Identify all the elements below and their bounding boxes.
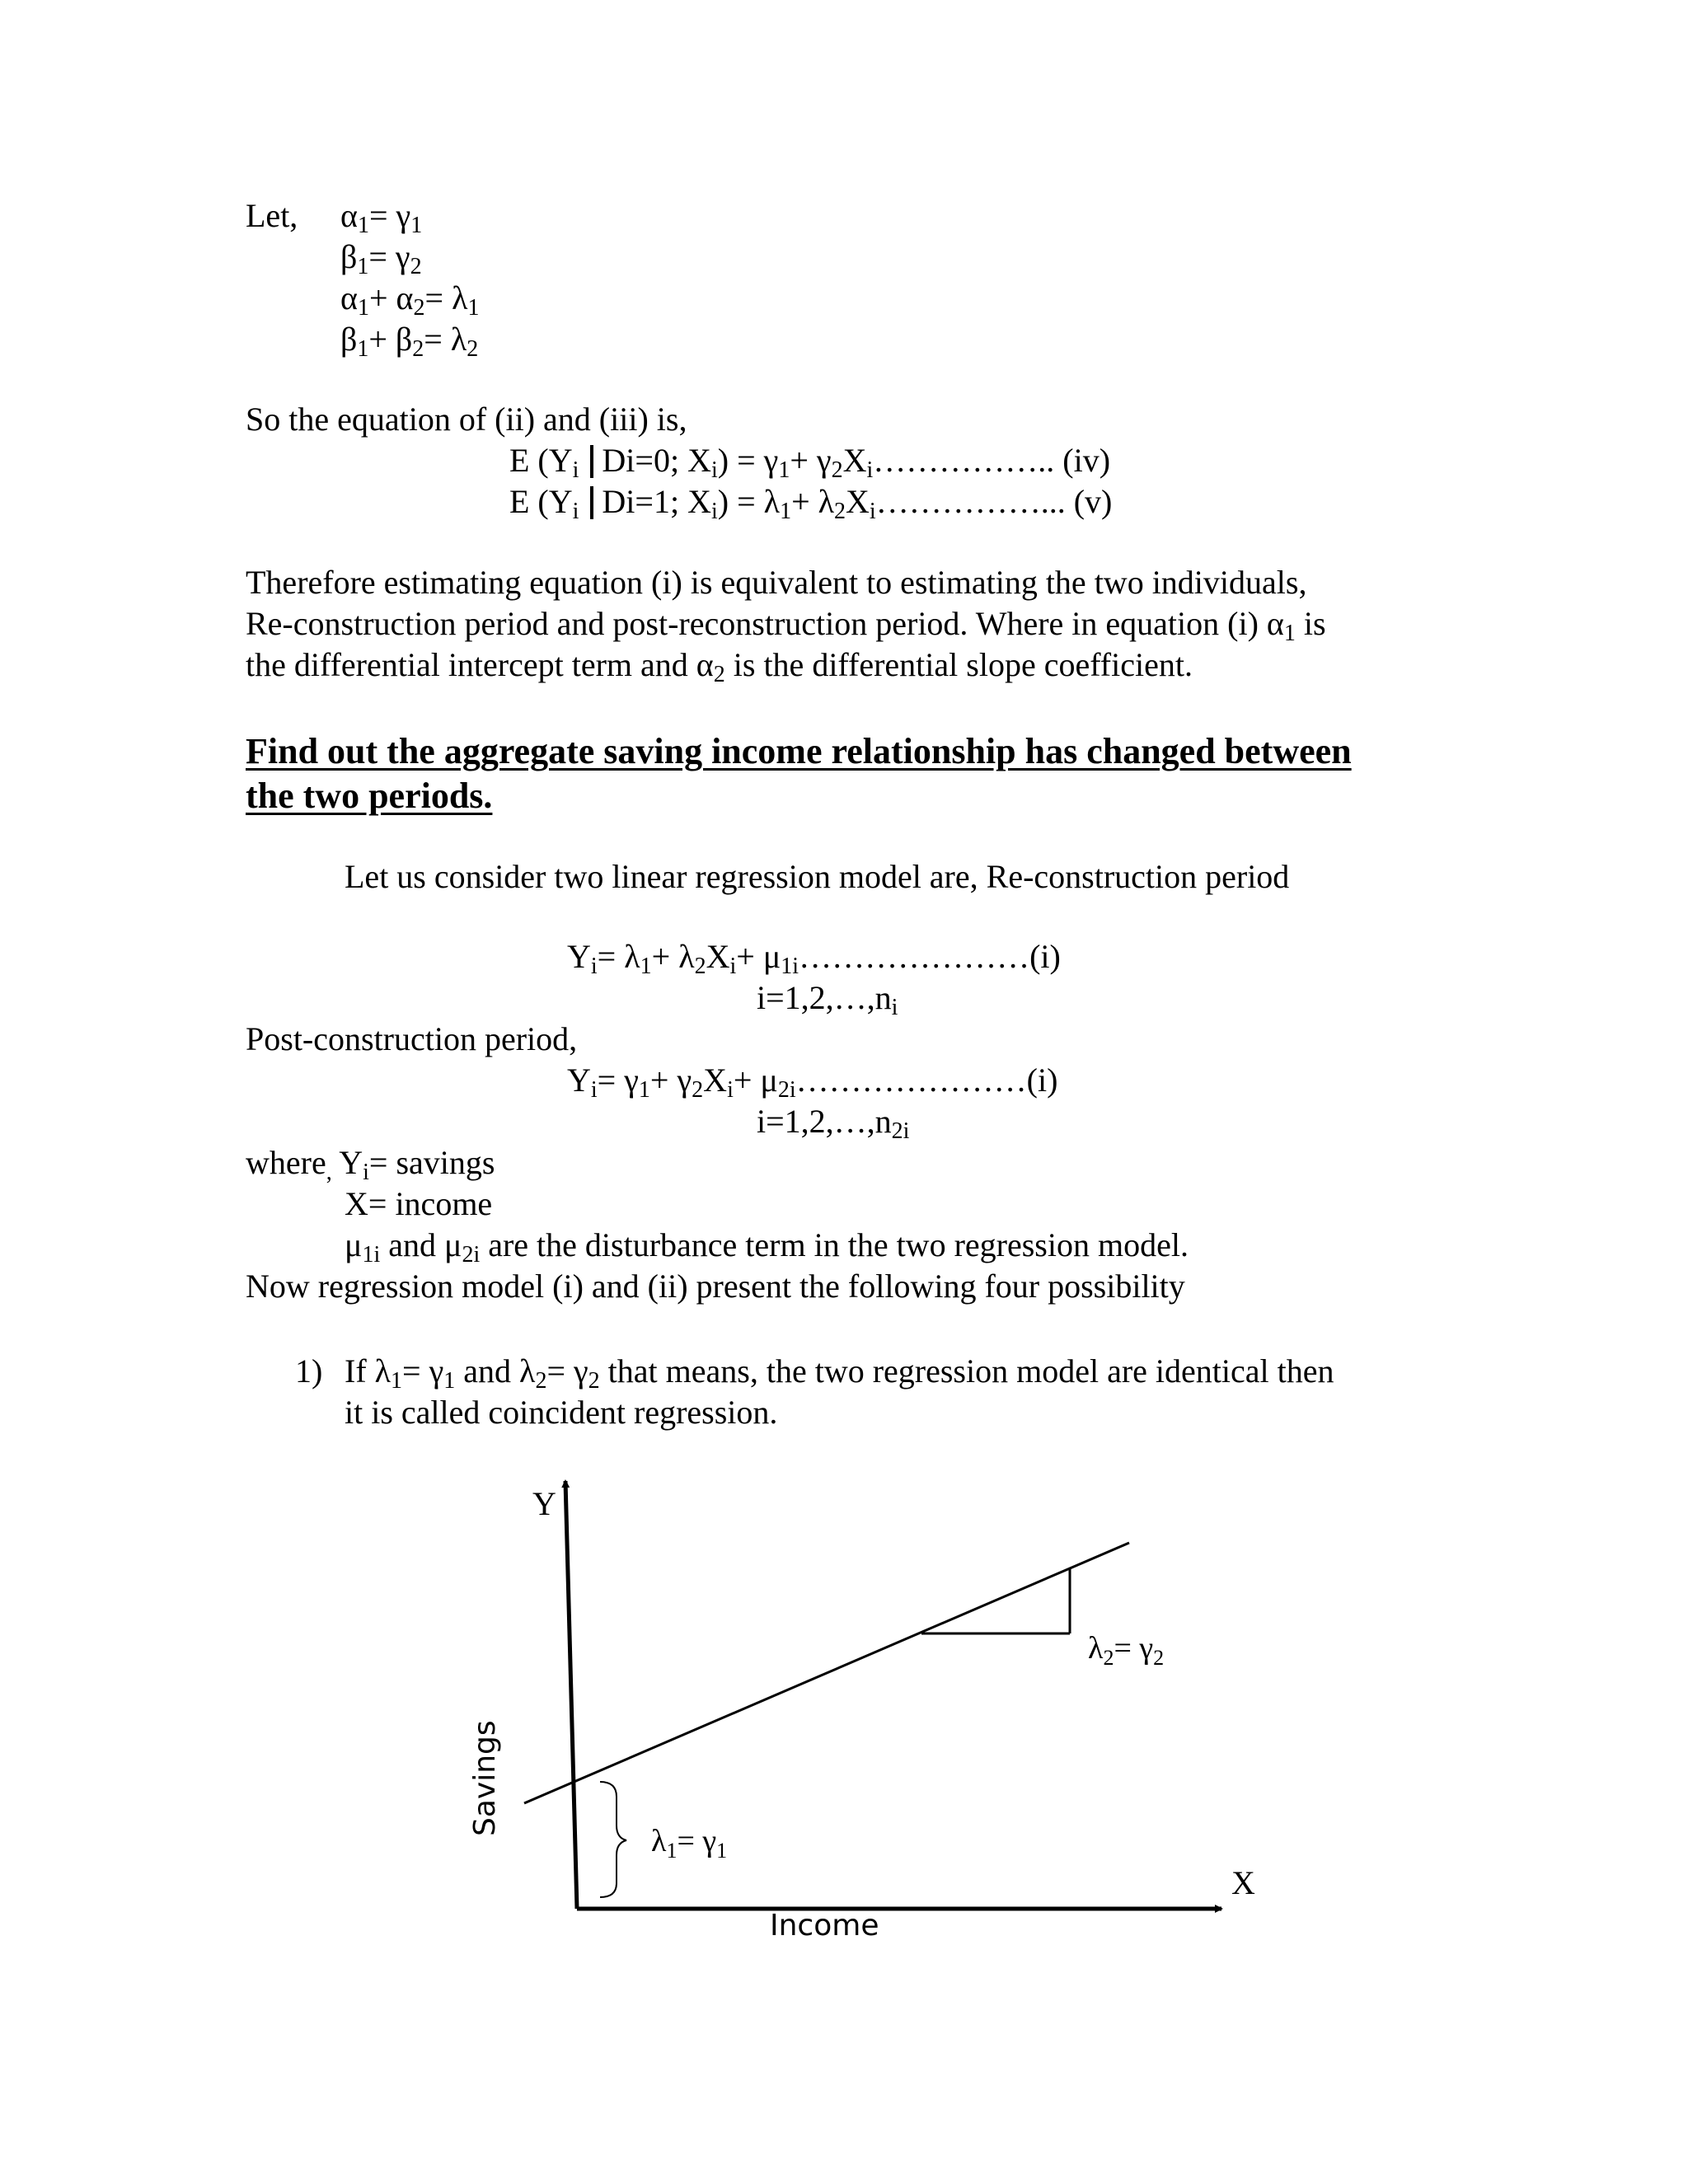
where-mu-definition: $\mu_{1i}$ and $\mu_{2i}$ are the disturbance term in the two regression model. [345, 1226, 1189, 1268]
regression-line [524, 1543, 1129, 1803]
paragraph-line-2: Re-construction period and post-reconstruction period. Where in equation (i) $\alpha_1$ is [246, 605, 1326, 646]
y-axis-name: Y [532, 1485, 556, 1522]
equations-intro: So the equation of (ii) and (iii) is, [246, 401, 687, 438]
intro-models: Let us consider two linear regression model are, Re-construction period [345, 858, 1290, 895]
section-heading-line-2: the two periods. [246, 776, 493, 816]
now-line: Now regression model (i) and (ii) present the following four possibility [246, 1268, 1185, 1305]
where-x-definition: X= income [345, 1185, 493, 1222]
paragraph-line-1: Therefore estimating equation (i) is equivalent to estimating the two individuals, [246, 564, 1307, 601]
list-item-line-2: it is called coincident regression. [345, 1394, 778, 1431]
list-item-number: 1) [295, 1352, 323, 1390]
post-construction-label: Post-construction period, [246, 1020, 578, 1057]
equation-v: E ($Y_i$ Di=1; $X_i) = \lambda_1+$ $\lambda_2X_i\dots\dots\dots\dots\dots$... (v) [509, 483, 1113, 524]
definition-lambda1: $\alpha_1+ \alpha_2= \lambda_1$ [340, 279, 480, 321]
definition-beta1: $\beta_1= \gamma_2$ [340, 238, 422, 279]
y-axis-label: Savings [468, 1720, 502, 1836]
model-reconstruction-range: $i=1,2,\dots,n_i$ [757, 979, 898, 1020]
definition-alpha1: $\alpha_1= \gamma_1$ [340, 197, 423, 238]
intercept-brace [600, 1782, 626, 1897]
list-item-line-1: If $\lambda_1= \gamma_1$ and $\lambda_2= \gamma_2$ that means, the two regression model are identical then [345, 1352, 1334, 1394]
paragraph-line-3: the differential intercept term and $\alpha_2$ is the differential slope coefficient. [246, 646, 1193, 687]
section-heading-line-1: Find out the aggregate saving income relationship has changed between [246, 731, 1352, 771]
model-post-construction: $Y_i= \gamma_1+ \gamma_2X_i+$ $\mu_{2i}\dots\dots\dots\dots\dots\dots\dots(i)$ [567, 1062, 1058, 1103]
model-post-construction-range: $i=1,2,\dots,n_{2i}$ [757, 1103, 910, 1144]
let-label: Let, [246, 197, 298, 234]
intercept-annotation: $\lambda_1= \gamma_1$ [651, 1824, 728, 1863]
y-axis [565, 1481, 577, 1909]
x-axis-name: X [1231, 1864, 1255, 1901]
equation-iv: E ($Y_i$ Di=0; $X_i) = \gamma_1+$ $\gamma_2X_i\dots\dots\dots\dots\dots$.. (iv) [509, 442, 1111, 483]
where-y-definition: where$_,$ $Y_i=$ savings [246, 1144, 495, 1185]
definition-lambda2: $\beta_1+ \beta_2= \lambda_2$ [340, 321, 479, 362]
slope-annotation: $\lambda_2= \gamma_2$ [1088, 1631, 1165, 1670]
x-axis-label: Income [770, 1909, 879, 1943]
model-reconstruction: $Y_i= \lambda_1+ \lambda_2X_i+$ $\mu_{1i}\dots\dots\dots\dots\dots\dots\dots(i)$ [567, 938, 1061, 979]
